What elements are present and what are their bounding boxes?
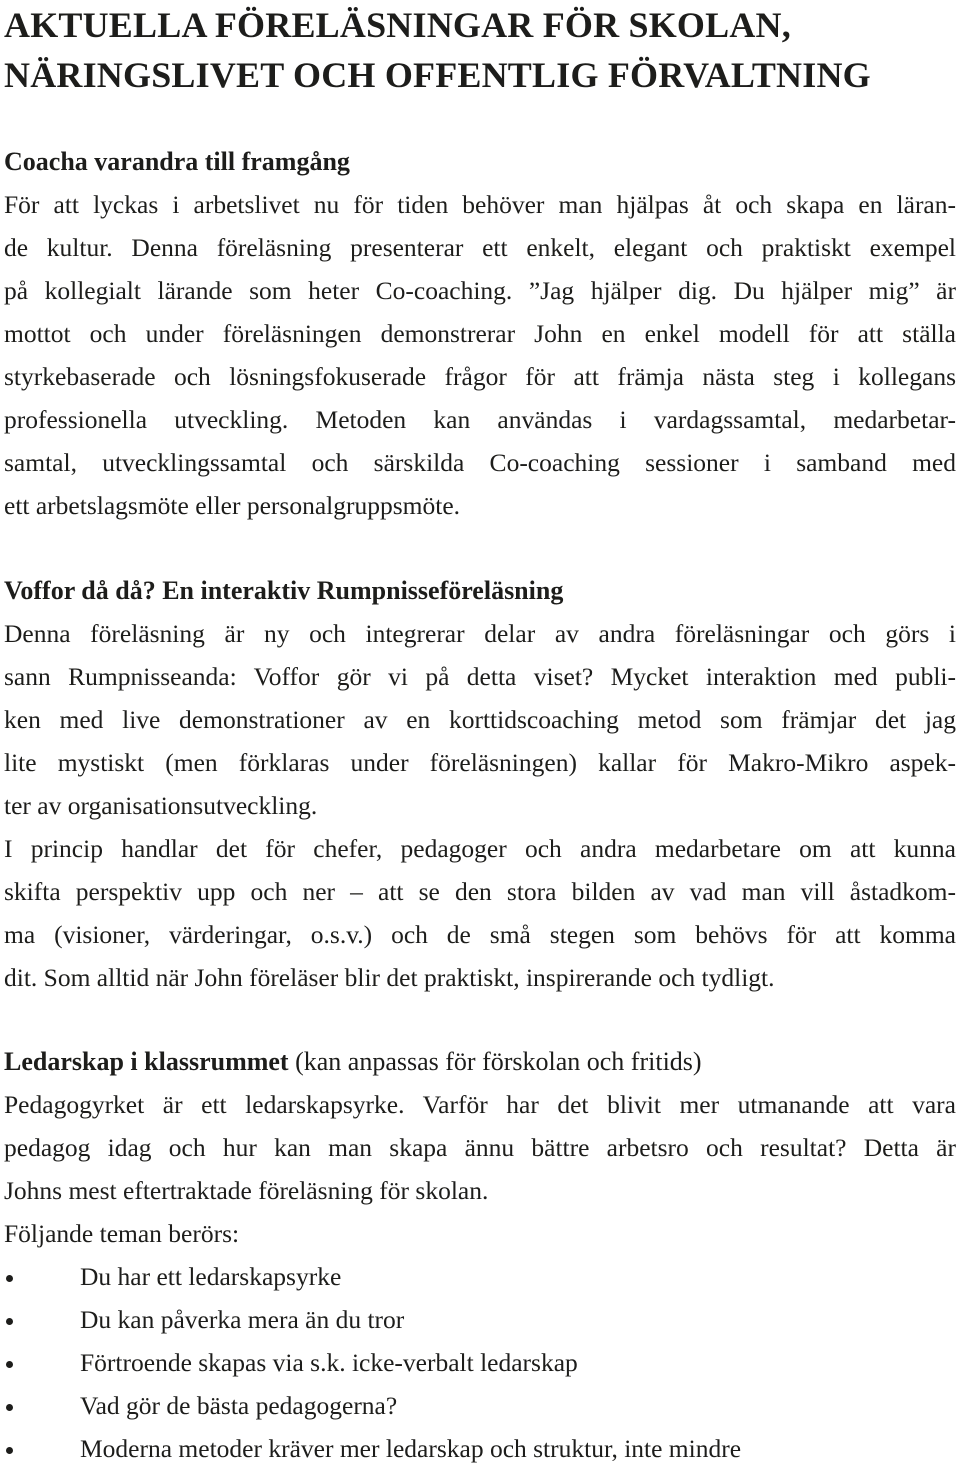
body-line: ken med live demonstrationer av en korttidscoaching metod som främjar det jag bbox=[4, 705, 956, 734]
list-item bbox=[4, 1341, 956, 1384]
list-item bbox=[4, 1298, 956, 1341]
body-line: Johns mest eftertraktade föreläsning för skolan. bbox=[4, 1176, 489, 1205]
list-item-text: Du kan påverka mera än du tror bbox=[80, 1305, 405, 1334]
section-body-voffor bbox=[4, 612, 956, 999]
section-heading-ledarskap-title: Ledarskap i klassrummet bbox=[4, 1047, 289, 1076]
list-item bbox=[4, 1255, 956, 1298]
section-body-ledarskap bbox=[4, 1083, 956, 1255]
bullet-icon bbox=[6, 1447, 13, 1454]
body-line: ter av organisationsutveckling. bbox=[4, 791, 318, 820]
body-line: mottot och under föreläsningen demonstrerar John en enkel modell för att ställa bbox=[4, 319, 956, 348]
section-heading-ledarskap-suffix: (kan anpassas för förskolan och fritids) bbox=[288, 1047, 702, 1076]
body-line: på kollegialt lärande som heter Co-coaching. ”Jag hjälper dig. Du hjälper mig” är bbox=[4, 276, 956, 305]
body-line: I princip handlar det för chefer, pedagoger och andra medarbetare om att kunna bbox=[4, 834, 956, 863]
body-line: Pedagogyrket är ett ledarskapsyrke. Varför har det blivit mer utmanande att vara bbox=[4, 1090, 956, 1119]
body-line: ett arbetslagsmöte eller personalgruppsmöte. bbox=[4, 491, 461, 520]
list-item bbox=[4, 1384, 956, 1427]
list-item-text: Vad gör de bästa pedagogerna? bbox=[80, 1391, 398, 1420]
list-item bbox=[4, 1427, 956, 1470]
section-voffor bbox=[4, 569, 956, 999]
theme-list bbox=[4, 1255, 956, 1470]
section-coacha bbox=[4, 140, 956, 527]
body-line: skifta perspektiv upp och ner – att se den stora bilden av vad man vill åstadkom- bbox=[4, 877, 956, 906]
section-ledarskap bbox=[4, 1040, 956, 1470]
document-page bbox=[4, 0, 956, 1463]
section-heading-voffor: Voffor då då? En interaktiv Rumpnisseföreläsning bbox=[4, 576, 564, 605]
body-line: lite mystiskt (men förklaras under föreläsningen) kallar för Makro-Mikro aspek- bbox=[4, 748, 956, 777]
body-line: professionella utveckling. Metoden kan användas i vardagssamtal, medarbetar- bbox=[4, 405, 956, 434]
bullet-icon bbox=[6, 1404, 13, 1411]
bullet-icon bbox=[6, 1361, 13, 1368]
body-line: dit. Som alltid när John föreläser blir det praktiskt, inspirerande och tydligt. bbox=[4, 963, 775, 992]
body-line: pedagog idag och hur kan man skapa ännu bättre arbetsro och resultat? Detta är bbox=[4, 1133, 956, 1162]
body-line: de kultur. Denna föreläsning presenterar ett enkelt, elegant och praktiskt exempel bbox=[4, 233, 956, 262]
page-title-line-1: AKTUELLA FÖRELÄSNINGAR FÖR SKOLAN, bbox=[4, 5, 791, 45]
body-line: samtal, utvecklingssamtal och särskilda Co-coaching sessioner i samband med bbox=[4, 448, 956, 477]
body-line: ma (visioner, värderingar, o.s.v.) och de små stegen som behövs för att komma bbox=[4, 920, 956, 949]
list-item-text: Förtroende skapas via s.k. icke-verbalt ledarskap bbox=[80, 1348, 578, 1377]
list-item-text: Du har ett ledarskapsyrke bbox=[80, 1262, 342, 1291]
section-heading-coacha: Coacha varandra till framgång bbox=[4, 147, 350, 176]
body-line: För att lyckas i arbetslivet nu för tiden behöver man hjälpas åt och skapa en läran- bbox=[4, 190, 956, 219]
section-heading-ledarskap bbox=[4, 1040, 956, 1083]
page-title bbox=[4, 0, 956, 100]
body-line: Denna föreläsning är ny och integrerar delar av andra föreläsningar och görs i bbox=[4, 619, 956, 648]
body-line: styrkebaserade och lösningsfokuserade frågor för att främja nästa steg i kollegans bbox=[4, 362, 956, 391]
section-body-coacha bbox=[4, 183, 956, 527]
body-line: sann Rumpnisseanda: Voffor gör vi på detta viset? Mycket interaktion med publi- bbox=[4, 662, 956, 691]
bullet-icon bbox=[6, 1275, 13, 1282]
body-line: Följande teman berörs: bbox=[4, 1219, 240, 1248]
page-title-line-2: NÄRINGSLIVET OCH OFFENTLIG FÖRVALTNING bbox=[4, 55, 871, 95]
list-item-text: Moderna metoder kräver mer ledarskap och struktur, inte mindre bbox=[80, 1434, 742, 1463]
bullet-icon bbox=[6, 1318, 13, 1325]
